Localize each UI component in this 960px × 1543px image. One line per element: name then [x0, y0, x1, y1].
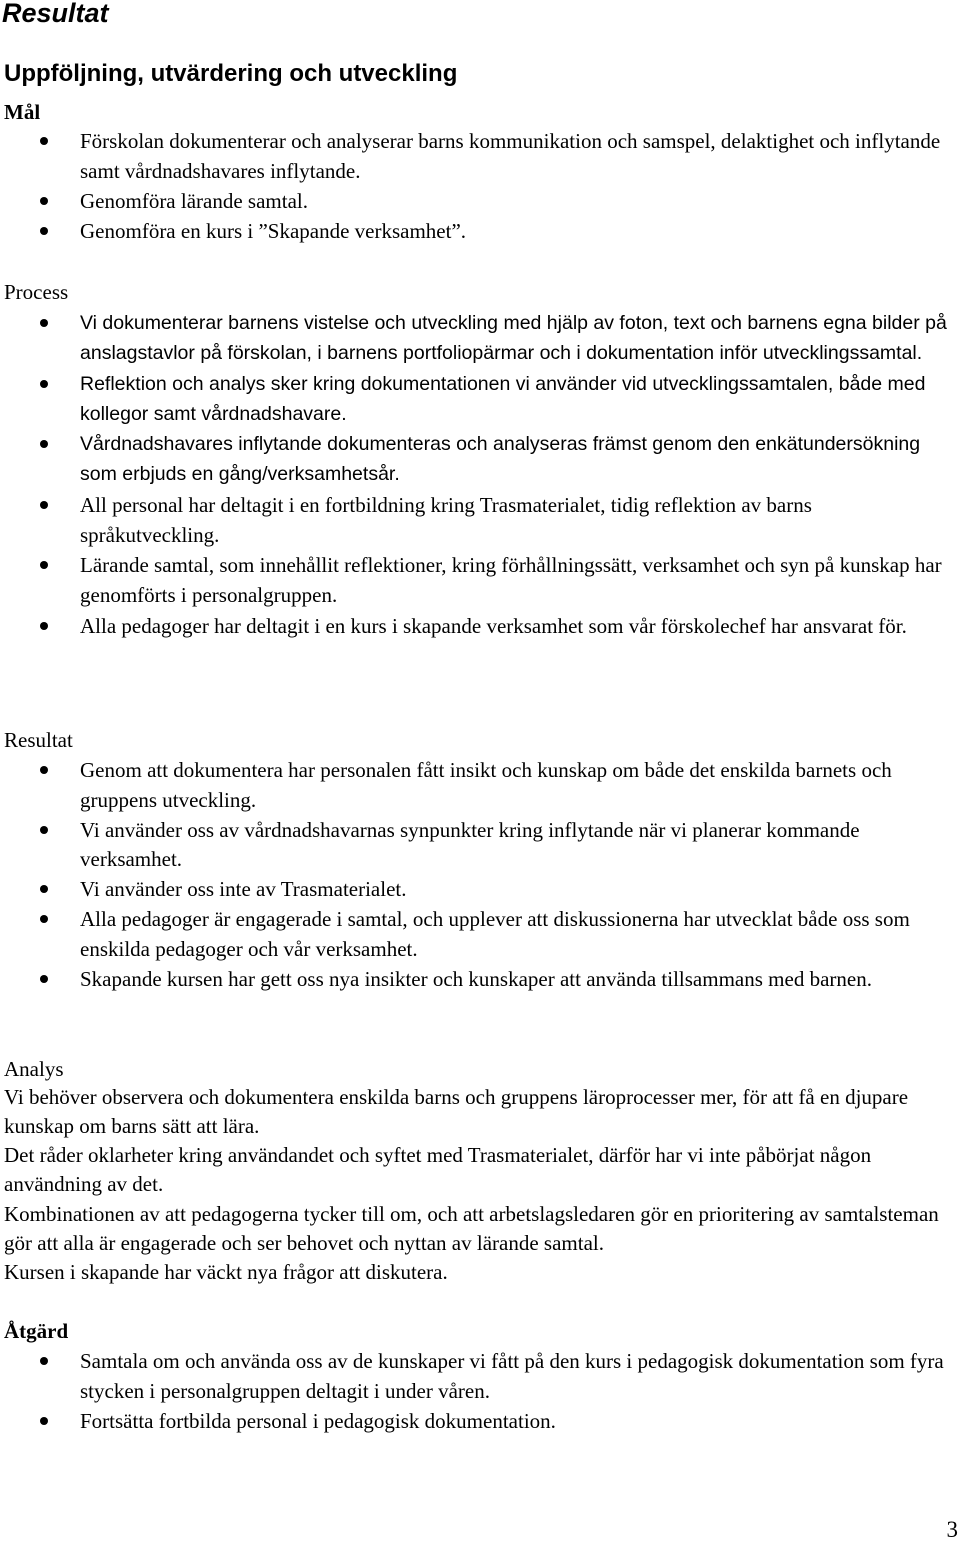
atgard-list	[0, 1347, 956, 1437]
bullet-icon	[40, 1357, 48, 1365]
list-item: Alla pedagoger har deltagit i en kurs i skapande verksamhet som vår förskolechef har ansvarat för.	[0, 611, 956, 641]
analys-paragraph: Kombinationen av att pedagogerna tycker till om, och att arbetslagsledaren gör en prioritering av samtalsteman gör att alla är engagerade och ser behovet och nyttan av lärande samtal.	[4, 1202, 939, 1256]
bullet-icon	[40, 766, 48, 774]
list-item: Vårdnadshavares inflytande dokumenteras och analyseras främst genom den enkätundersökning som erbjuds en gång/verksamhetsår.	[0, 429, 956, 489]
process-list	[0, 308, 956, 641]
mal-list	[0, 127, 956, 247]
list-item: All personal har deltagit i en fortbildning kring Trasmaterialet, tidig reflektion av barns språkutveckling.	[0, 490, 956, 550]
bullet-icon	[40, 197, 48, 205]
list-item: Vi använder oss inte av Trasmaterialet.	[0, 875, 956, 905]
bullet-icon	[40, 975, 48, 983]
section-subtitle: Uppföljning, utvärdering och utveckling	[4, 60, 458, 87]
list-item: Lärande samtal, som innehållit reflektioner, kring förhållningssätt, verksamhet och syn på kunskap har genomförts i personalgruppen.	[0, 550, 956, 610]
bullet-icon	[40, 561, 48, 569]
list-item: Genomföra en kurs i ”Skapande verksamhet”.	[0, 217, 956, 247]
bullet-icon	[40, 440, 48, 448]
list-item: Genomföra lärande samtal.	[0, 187, 956, 217]
bullet-icon	[40, 137, 48, 145]
analys-paragraph: Det råder oklarheter kring användandet och syftet med Trasmaterialet, därför har vi inte påbörjat någon användning av det.	[4, 1143, 872, 1197]
bullet-icon	[40, 501, 48, 509]
resultat-list	[0, 756, 956, 995]
list-item: Alla pedagoger är engagerade i samtal, och upplever att diskussionerna har utvecklat både oss som enskilda pedagoger och vår verksamhet.	[0, 905, 956, 964]
list-item: Skapande kursen har gett oss nya insikter och kunskaper att använda tillsammans med barnen.	[0, 965, 956, 995]
analys-paragraph: Kursen i skapande har väckt nya frågor att diskutera.	[4, 1260, 448, 1284]
bullet-icon	[40, 1417, 48, 1425]
list-item: Reflektion och analys sker kring dokumentationen vi använder vid utvecklingssamtalen, både med kollegor samt vårdnadshavare.	[0, 369, 956, 429]
list-item: Vi använder oss av vårdnadshavarnas synpunkter kring inflytande när vi planerar kommande verksamhet.	[0, 816, 956, 875]
bullet-icon	[40, 885, 48, 893]
bullet-icon	[40, 380, 48, 388]
bullet-icon	[40, 227, 48, 235]
bullet-icon	[40, 826, 48, 834]
list-item: Fortsätta fortbilda personal i pedagogisk dokumentation.	[0, 1407, 956, 1437]
page-number: 3	[946, 1517, 958, 1542]
list-item: Vi dokumenterar barnens vistelse och utveckling med hjälp av foton, text och barnens egna bilder på anslagstavlor på förskolan, i barnens portfoliopärmar och i dokumentation inför utvecklingssamtal.	[0, 308, 956, 368]
mal-heading: Mål	[4, 100, 41, 124]
bullet-icon	[40, 319, 48, 327]
list-item: Genom att dokumentera har personalen fått insikt och kunskap om både det enskilda barnets och gruppens utveckling.	[0, 756, 956, 815]
atgard-heading: Åtgärd	[4, 1319, 69, 1343]
bullet-icon	[40, 915, 48, 923]
analys-paragraph: Vi behöver observera och dokumentera enskilda barns och gruppens läroprocesser mer, för att få en djupare kunskap om barns sätt att lära.	[4, 1085, 909, 1139]
process-heading: Process	[4, 280, 69, 304]
resultat-heading: Resultat	[4, 728, 73, 752]
page-title: Resultat	[2, 0, 109, 28]
analys-heading: Analys	[4, 1057, 64, 1081]
list-item: Samtala om och använda oss av de kunskaper vi fått på den kurs i pedagogisk dokumentation som fyra stycken i personalgruppen deltagit i under våren.	[0, 1347, 956, 1406]
list-item: Förskolan dokumenterar och analyserar barns kommunikation och samspel, delaktighet och inflytande samt vårdnadshavares inflytande.	[0, 127, 956, 186]
bullet-icon	[40, 622, 48, 630]
